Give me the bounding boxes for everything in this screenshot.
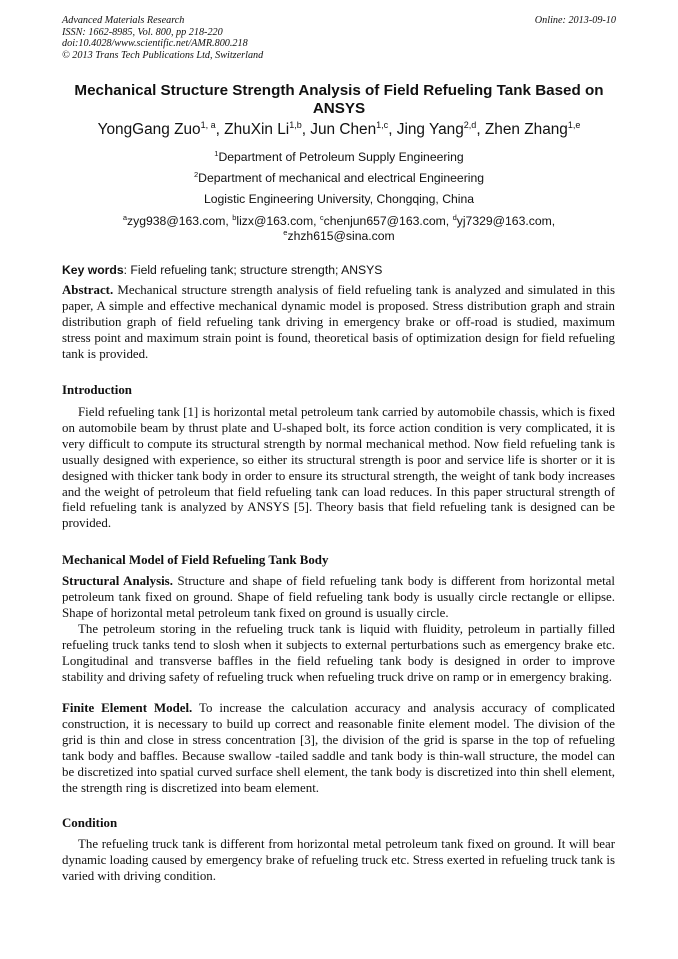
author-sup: 1,e <box>567 120 581 130</box>
journal-header <box>62 15 263 61</box>
affiliation-sup: 1 <box>214 149 219 158</box>
author-name: YongGang Zuo <box>97 121 201 138</box>
affiliation-1 <box>62 150 616 164</box>
abstract-text: Mechanical structure strength analysis of field refueling tank is analyzed and simulated in this paper, A simple and effective mechanical dynamic model is proposed. Stress distribution graph and strain distribution graph of field refueling tank driving in emergency brake or off-road is studied, maximum stress point and maximum strain point is found, theoretical basis of optimization design for field refueling tank is provided. <box>62 283 615 361</box>
author-list <box>30 121 648 139</box>
email-sup: a <box>122 213 128 222</box>
introduction-paragraph: Field refueling tank [1] is horizontal metal petroleum tank carried by automobile chassis, which is fixed on automobile beam by thrust plate and U-shaped bolt, its force action condition is very complicated, it is very difficult to compute its structural strength by normal mechanical method. Now field refueling tank is usually designed with experience, so either its structural strength is poor and service life is shorter or it is designed with thicker tank body in order to ensure its structural strength, the weight of tank body increases and the weight of petroleum that field refueling tank can load reduces. In this paper structural strength of field refueling tank is analyzed by ANSYS [5]. Theory basis that field refueling tank is designed can be provided. <box>62 405 615 531</box>
section-heading-introduction: Introduction <box>62 383 132 397</box>
author-sup: 2,d <box>463 120 477 130</box>
author-name: Jun Chen <box>310 121 377 138</box>
author-name: Jing Yang <box>396 121 464 138</box>
author-name: ZhuXin Li <box>224 121 290 138</box>
copyright-line: © 2013 Trans Tech Publications Ltd, Switzerland <box>62 49 264 61</box>
email: lizx@163.com, <box>236 214 320 228</box>
email: zhzh615@sina.com <box>287 229 395 243</box>
affiliation-text: Department of Petroleum Supply Engineering <box>218 150 464 164</box>
affiliation-2 <box>62 171 616 185</box>
section-heading-condition: Condition <box>62 816 118 830</box>
structural-analysis-label: Structural Analysis. <box>62 574 173 588</box>
email-line-2 <box>62 229 616 243</box>
author-sup: 1,c <box>376 120 389 130</box>
email: zyg938@163.com, <box>127 214 233 228</box>
finite-element-text: To increase the calculation accuracy and analysis accuracy of complicated construction, it is necessary to build up correct and reasonable finite element model. The division of the grid is thin and close in stress concentration [3], the division of the grid is sparse in the top of refueling tank body and baffles. Because swallow -tailed saddle and tank body is thin-wall structure, the model can be discretized into spatial curved surface shell element, the tank body is discretized into thin shell element, the strength ring is discretized into beam element. <box>62 701 615 795</box>
email: yj7329@163.com, <box>456 214 556 228</box>
keywords <box>62 263 382 277</box>
abstract-label: Abstract. <box>62 283 114 297</box>
abstract <box>62 283 615 363</box>
author-sep: , <box>476 121 485 138</box>
structural-analysis-paragraph <box>62 574 615 622</box>
author-sep: , <box>301 121 311 138</box>
author-sep: , <box>388 121 397 138</box>
journal-name: Advanced Materials Research <box>62 15 185 26</box>
email-sup: b <box>232 213 237 222</box>
section-heading-mechanical-model: Mechanical Model of Field Refueling Tank Body <box>62 553 329 567</box>
structural-analysis-text: Structure and shape of field refueling tank body is different from horizontal metal petroleum tank fixed on ground. Shape of field refueling tank body is usually circle rectangle or ellipse. Shape of horizontal metal petroleum tank fixed on ground is usually circle. <box>62 574 615 620</box>
email-line-1 <box>62 214 616 228</box>
email-sup: d <box>452 213 457 222</box>
email-sup: c <box>319 213 324 222</box>
paper-title: Mechanical Structure Strength Analysis of Field Refueling Tank Based on ANSYS <box>74 82 604 117</box>
email: chenjun657@163.com, <box>323 214 453 228</box>
keywords-text: : Field refueling tank; structure strength; ANSYS <box>123 263 383 277</box>
condition-paragraph: The refueling truck tank is different from horizontal metal petroleum tank fixed on ground. It will bear dynamic loading caused by emergency brake of refueling truck etc. Stress exerted in refueling truck tank is varied with driving condition. <box>62 837 615 883</box>
author-sup: 1, a <box>200 120 216 130</box>
affiliation-3: Logistic Engineering University, Chongqing, China <box>203 192 475 206</box>
issn-line: ISSN: 1662-8985, Vol. 800, pp 218-220 <box>62 26 223 38</box>
petroleum-paragraph: The petroleum storing in the refueling truck tank is liquid with fluidity, petroleum in partially filled refueling truck tanks tend to slosh when it subjects to external perturbations such as emergency brake etc. Longitudinal and transverse baffles in the field refueling tank body is designed in order to improve stability and driving safety of refueling truck when refueling truck drive on ramp or in emergency braking. <box>62 622 615 684</box>
author-sup: 1,b <box>289 120 302 130</box>
keywords-label: Key words <box>62 263 124 277</box>
affiliation-sup: 2 <box>193 170 199 179</box>
email-sup: e <box>283 228 288 237</box>
finite-element-paragraph <box>62 701 615 796</box>
affiliation-text: Department of mechanical and electrical Engineering <box>198 171 485 185</box>
online-date: Online: 2013-09-10 <box>534 15 616 26</box>
doi-line: doi:10.4028/www.scientific.net/AMR.800.218 <box>62 38 248 50</box>
finite-element-label: Finite Element Model. <box>62 701 193 715</box>
author-sep: , <box>215 121 225 138</box>
author-name: Zhen Zhang <box>484 121 568 138</box>
